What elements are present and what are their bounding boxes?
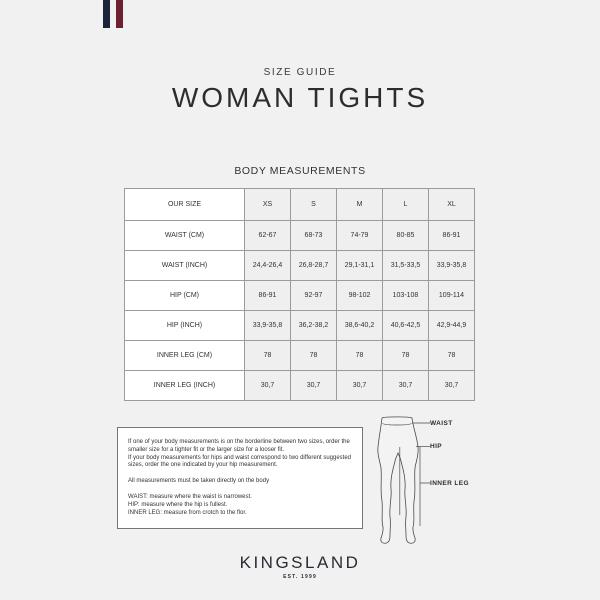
flag-maroon-bar xyxy=(116,0,123,28)
table-row xyxy=(125,251,475,281)
row-label: HIP (INCH) xyxy=(125,311,245,341)
size-cell: 42,9-44,9 xyxy=(429,311,475,341)
fit-note-line: INNER LEG: measure from crotch to the flor. xyxy=(128,509,247,516)
size-cell: 68-73 xyxy=(291,221,337,251)
table-row xyxy=(125,281,475,311)
table-row xyxy=(125,311,475,341)
size-cell: 98-102 xyxy=(337,281,383,311)
table-row xyxy=(125,371,475,401)
size-cell: 31,5-33,5 xyxy=(383,251,429,281)
size-cell: 86-91 xyxy=(245,281,291,311)
size-column-header: L xyxy=(383,189,429,221)
size-cell: 30,7 xyxy=(383,371,429,401)
waist-label: WAIST xyxy=(430,420,453,427)
inner-leg-bracket-line xyxy=(420,447,430,527)
row-label: HIP (CM) xyxy=(125,281,245,311)
size-cell: 30,7 xyxy=(245,371,291,401)
size-cell: 78 xyxy=(383,341,429,371)
row-label: INNER LEG (INCH) xyxy=(125,371,245,401)
size-guide-label: SIZE GUIDE xyxy=(263,67,337,78)
size-cell: 26,8-28,7 xyxy=(291,251,337,281)
size-cell: 33,9-35,8 xyxy=(429,251,475,281)
size-cell: 109-114 xyxy=(429,281,475,311)
inner-leg-label: INNER LEG xyxy=(430,480,469,487)
size-cell: 78 xyxy=(429,341,475,371)
size-cell: 30,7 xyxy=(337,371,383,401)
size-column-header: S xyxy=(291,189,337,221)
fit-note-line: If your body measurements for hips and waist correspond to two different suggested sizes, order the one indicated by your hip measurement. xyxy=(128,454,352,469)
size-cell: 74-79 xyxy=(337,221,383,251)
size-cell: 103-108 xyxy=(383,281,429,311)
row-label: WAIST (INCH) xyxy=(125,251,245,281)
fit-note-line: HIP: measure where the hip is fullest. xyxy=(128,501,228,508)
fit-notes-box xyxy=(117,427,363,529)
size-cell: 62-67 xyxy=(245,221,291,251)
table-row xyxy=(125,221,475,251)
size-table-header-row xyxy=(125,189,475,221)
fit-note-line: If one of your body measurements is on the borderline between two sizes, order the smaller size for a tighter fit or the larger size for a looser fit. xyxy=(128,439,350,453)
tights-outline xyxy=(378,417,418,543)
size-cell: 36,2-38,2 xyxy=(291,311,337,341)
size-table xyxy=(124,188,475,401)
row-label: WAIST (CM) xyxy=(125,221,245,251)
size-cell: 78 xyxy=(291,341,337,371)
size-cell: 30,7 xyxy=(291,371,337,401)
size-cell: 24,4-26,4 xyxy=(245,251,291,281)
size-column-header: OUR SIZE xyxy=(125,189,245,221)
size-cell: 38,6-40,2 xyxy=(337,311,383,341)
table-row xyxy=(125,341,475,371)
size-column-header: XL xyxy=(429,189,475,221)
fit-note-line: WAIST: measure where the waist is narrowest. xyxy=(128,493,252,500)
size-column-header: XS xyxy=(245,189,291,221)
flag-navy-bar xyxy=(103,0,110,28)
brand-est: EST. 1999 xyxy=(283,574,317,580)
hip-label: HIP xyxy=(430,443,443,450)
brand-flag-icon xyxy=(103,0,123,28)
size-cell: 30,7 xyxy=(429,371,475,401)
size-cell: 29,1-31,1 xyxy=(337,251,383,281)
size-cell: 33,9-35,8 xyxy=(245,311,291,341)
size-cell: 78 xyxy=(337,341,383,371)
size-cell: 86-91 xyxy=(429,221,475,251)
fit-note-line: All measurements must be taken directly on the body xyxy=(128,478,270,485)
page-title: WOMAN TIGHTS xyxy=(171,82,429,113)
size-cell: 40,6-42,5 xyxy=(383,311,429,341)
size-cell: 92-97 xyxy=(291,281,337,311)
table-title: BODY MEASUREMENTS xyxy=(234,165,366,177)
brand-logo: KINGSLAND xyxy=(239,553,361,572)
size-column-header: M xyxy=(337,189,383,221)
row-label: INNER LEG (CM) xyxy=(125,341,245,371)
size-cell: 78 xyxy=(245,341,291,371)
size-cell: 80-85 xyxy=(383,221,429,251)
